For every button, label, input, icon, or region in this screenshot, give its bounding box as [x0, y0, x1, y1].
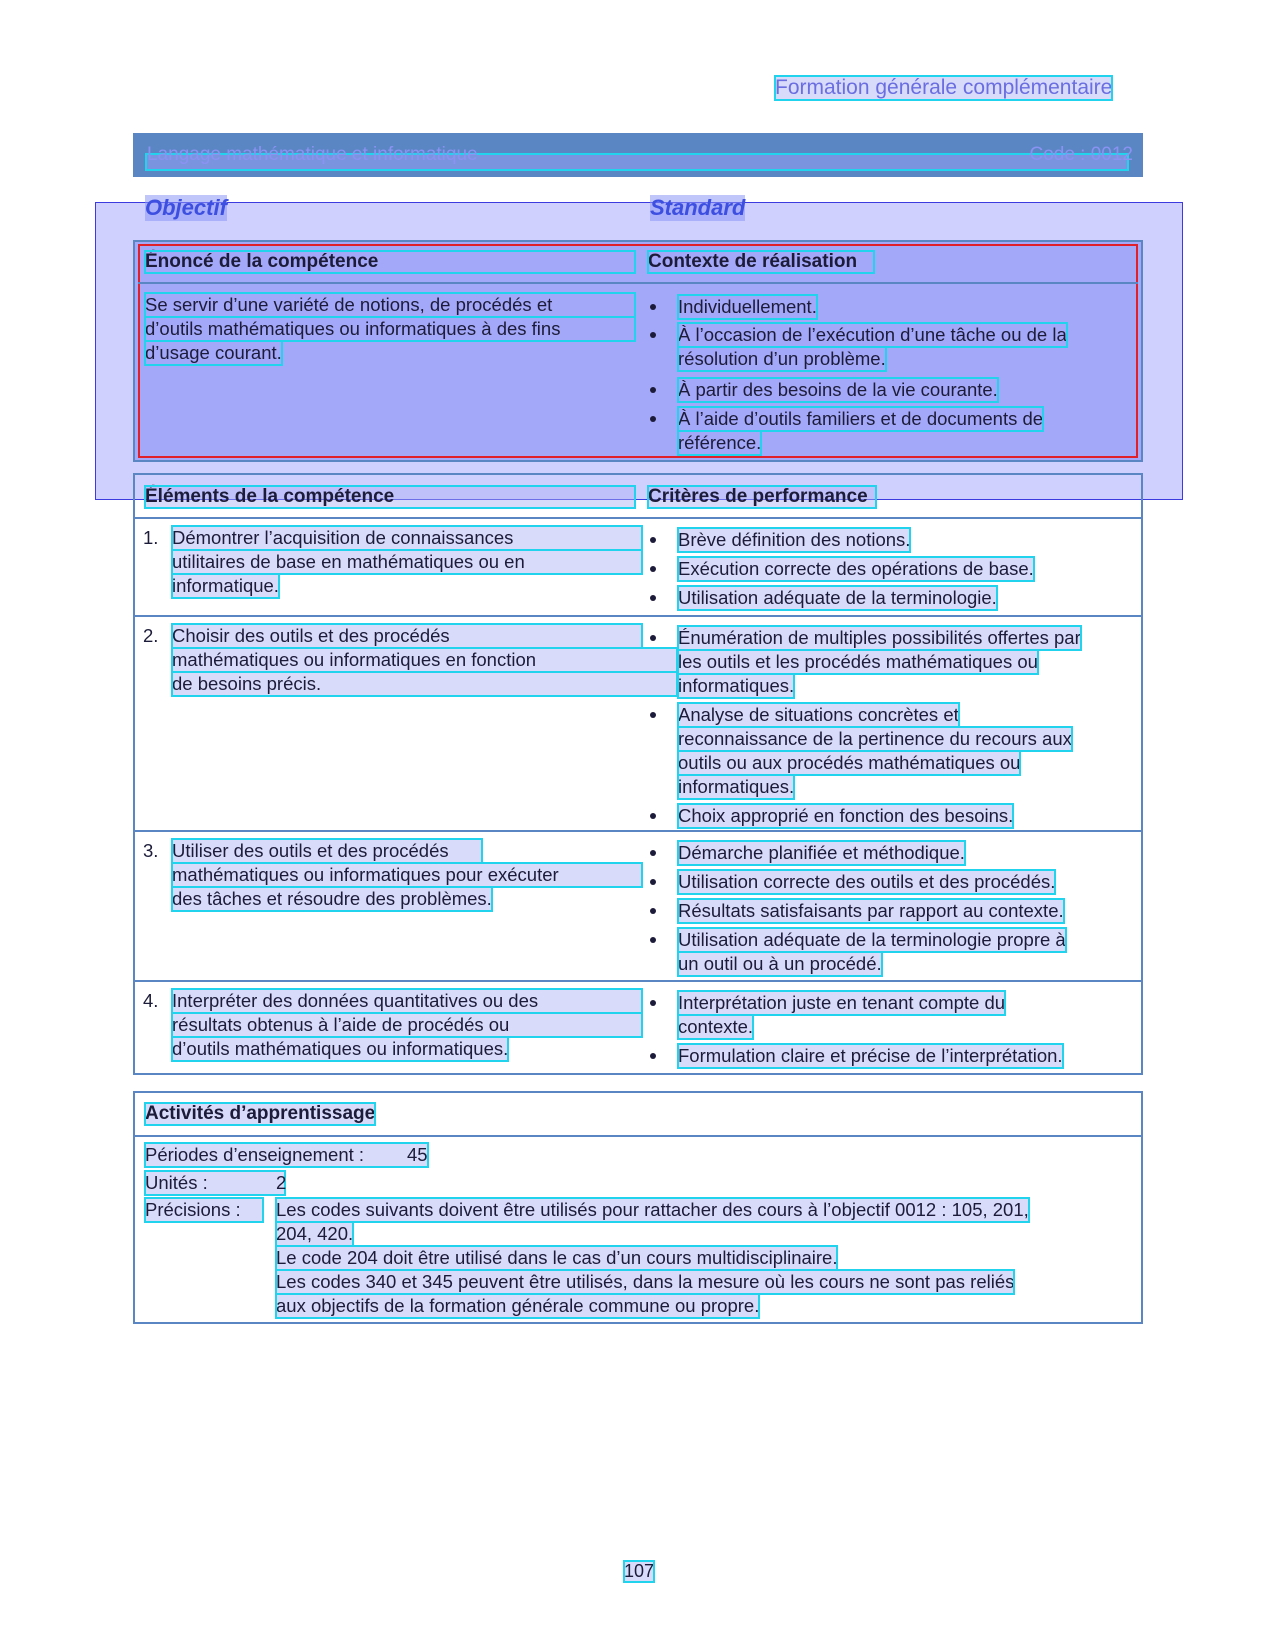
element-line: Utiliser des outils et des procédés — [172, 839, 482, 863]
bullet-icon — [650, 879, 656, 885]
criteria-4 — [648, 991, 1138, 1071]
context-line: À l’occasion de l’exécution d’une tâche ou de la — [678, 324, 1067, 345]
units-value: 2 — [276, 1172, 287, 1193]
criterion-line: Démarche planifiée et méthodique. — [678, 842, 965, 863]
criterion-line: outils ou aux procédés mathématiques ou — [678, 752, 1021, 773]
precisions-label-box — [145, 1198, 263, 1222]
bullet-icon — [650, 416, 656, 422]
bullet-icon — [650, 1000, 656, 1006]
elements-header-divider — [133, 517, 1143, 519]
elements-heading: Éléments de la compétence — [145, 486, 635, 508]
criterion-line: Exécution correcte des opérations de base. — [678, 558, 1034, 579]
units-row — [145, 1171, 285, 1195]
element-3 — [143, 839, 643, 919]
element-line: des tâches et résoudre des problèmes. — [172, 888, 492, 909]
periods-value: 45 — [407, 1144, 428, 1165]
competence-header-divider — [138, 282, 1138, 284]
running-title: Formation générale complémentaire — [775, 76, 1113, 99]
course-code: Code : 0012 — [1029, 144, 1133, 165]
standard-title: Standard — [650, 195, 746, 220]
element-line: Interpréter des données quantitatives ou des — [172, 989, 642, 1013]
criterion-line: Formulation claire et précise de l’interprétation. — [678, 1045, 1063, 1066]
course-header-bar — [133, 133, 1143, 177]
criterion-line: Résultats satisfaisants par rapport au contexte. — [678, 900, 1064, 921]
competence-statement-heading: Énoncé de la compétence — [145, 251, 635, 273]
periods-label: Périodes d’enseignement : — [145, 1144, 365, 1165]
precisions-label: Précisions : — [145, 1199, 241, 1220]
context-line: résolution d’un problème. — [678, 348, 886, 369]
precisions-line: Les codes 340 et 345 peuvent être utilisés, dans la mesure où les cours ne sont pas reliés — [276, 1271, 1015, 1292]
precisions-line: Le code 204 doit être utilisé dans le cas d’un cours multidisciplinaire. — [276, 1247, 838, 1268]
element-number: 3. — [143, 840, 159, 861]
element-line: mathématiques ou informatiques en fonction — [172, 648, 677, 672]
element-line: informatique. — [172, 575, 279, 596]
statement-line: d’outils mathématiques ou informatiques à des fins — [145, 317, 635, 341]
criterion-line: contexte. — [678, 1016, 754, 1037]
criterion-line: Utilisation correcte des outils et des procédés. — [678, 871, 1056, 892]
criteria-1 — [648, 528, 1128, 613]
element-line: d’outils mathématiques ou informatiques. — [172, 1038, 509, 1059]
context-list — [648, 295, 1118, 459]
criterion-line: les outils et les procédés mathématiques ou — [678, 651, 1038, 672]
bullet-icon — [650, 937, 656, 943]
statement-line: Se servir d’une variété de notions, de procédés et — [145, 293, 635, 317]
criterion-line: reconnaissance de la pertinence du recours aux — [678, 728, 1072, 749]
criterion-line: Analyse de situations concrètes et — [678, 704, 959, 725]
bullet-icon — [650, 595, 656, 601]
bullet-icon — [650, 387, 656, 393]
context-line: À l’aide d’outils familiers et de documents de — [678, 408, 1044, 429]
element-4 — [143, 989, 643, 1069]
element-1 — [143, 526, 643, 606]
precisions-line: Les codes suivants doivent être utilisés pour rattacher des cours à l’objectif 0012 : 105, 201, — [276, 1199, 1029, 1220]
criterion-line: informatiques. — [678, 776, 795, 797]
context-heading: Contexte de réalisation — [648, 251, 874, 273]
criterion-line: Choix approprié en fonction des besoins. — [678, 805, 1014, 826]
row-divider — [133, 830, 1143, 832]
element-2 — [143, 624, 683, 704]
precisions-line: aux objectifs de la formation générale commune ou propre. — [276, 1295, 760, 1316]
objectif-title: Objectif — [145, 195, 227, 220]
context-item — [648, 407, 1118, 459]
criterion-line: Énumération de multiples possibilités offertes par — [678, 627, 1081, 648]
criterion-line: Utilisation adéquate de la terminologie. — [678, 587, 997, 608]
precisions-text — [276, 1198, 1136, 1320]
element-line: résultats obtenus à l’aide de procédés ou — [172, 1013, 642, 1037]
bullet-icon — [650, 813, 656, 819]
activities-header-divider — [133, 1135, 1143, 1137]
periods-row — [145, 1143, 428, 1167]
bullet-icon — [650, 850, 656, 856]
element-line: Démontrer l’acquisition de connaissances — [172, 526, 642, 550]
context-line: référence. — [678, 432, 762, 453]
criteria-heading: Critères de performance — [648, 486, 876, 508]
criteria-3 — [648, 841, 1138, 976]
criterion-line: Interprétation juste en tenant compte du — [678, 992, 1006, 1013]
criteria-2 — [648, 626, 1138, 826]
element-number: 4. — [143, 990, 159, 1011]
context-item — [648, 323, 1118, 378]
element-line: de besoins précis. — [172, 672, 677, 696]
element-line: Choisir des outils et des procédés — [172, 624, 642, 648]
criterion-line: un outil ou à un procédé. — [678, 953, 882, 974]
precisions-line: 204, 420. — [276, 1223, 354, 1244]
bullet-icon — [650, 566, 656, 572]
context-line: À partir des besoins de la vie courante. — [678, 379, 998, 400]
page-number: 107 — [624, 1561, 655, 1581]
row-divider — [133, 615, 1143, 617]
criterion-line: informatiques. — [678, 675, 795, 696]
activities-heading: Activités d’apprentissage — [145, 1103, 376, 1124]
context-item — [648, 378, 1118, 407]
element-number: 1. — [143, 527, 159, 548]
bullet-icon — [650, 635, 656, 641]
element-line: mathématiques ou informatiques pour exécuter — [172, 863, 642, 887]
statement-line: d’usage courant. — [145, 342, 282, 363]
context-item — [648, 295, 1118, 323]
units-label: Unités : — [145, 1172, 208, 1193]
row-divider — [133, 980, 1143, 982]
bullet-icon — [650, 332, 656, 338]
element-line: utilitaires de base en mathématiques ou en — [172, 550, 642, 574]
competence-statement — [145, 293, 635, 365]
bullet-icon — [650, 712, 656, 718]
context-line: Individuellement. — [678, 296, 817, 317]
bullet-icon — [650, 304, 656, 310]
bullet-icon — [650, 537, 656, 543]
bullet-icon — [650, 908, 656, 914]
element-number: 2. — [143, 625, 159, 646]
bullet-icon — [650, 1053, 656, 1059]
criterion-line: Utilisation adéquate de la terminologie propre à — [678, 929, 1066, 950]
course-name: Langage mathématique et informatique — [147, 144, 478, 165]
criterion-line: Brève définition des notions. — [678, 529, 911, 550]
